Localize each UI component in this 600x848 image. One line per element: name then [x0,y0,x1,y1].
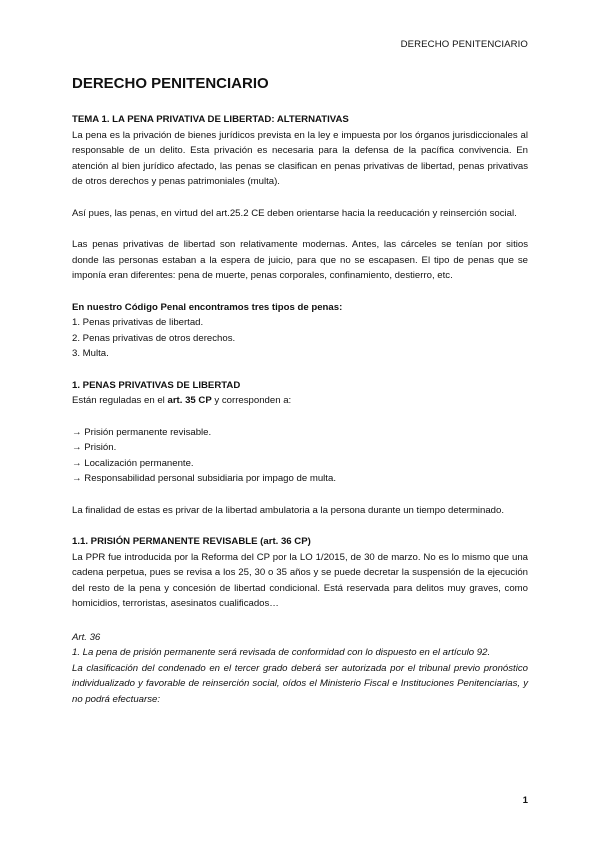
list-item: → Prisión. [72,442,117,453]
paragraph-history: Las penas privativas de libertad son relativamente modernas. Antes, las cárceles se tenían por sitios donde las personas estaban a la espera de juicio, para que no se escapasen. El tipo de penas que se imponía eran diferentes: pena de muerte, penas corporales, confinamiento, destierro, etc. [72,239,528,281]
section-1-intro [72,393,528,409]
list-item: → Prisión permanente revisable. [72,426,212,438]
running-header: DERECHO PENITENCIARIO [400,39,528,50]
section-1-heading: 1. PENAS PRIVATIVAS DE LIBERTAD [72,379,241,391]
article-label: Art. 36 [72,631,101,643]
list-item: 3. Multa. [72,348,109,359]
list-item: 2. Penas privativas de otros derechos. [72,332,236,344]
article-line: La clasificación del condenado en el tercer grado deberá ser autorizada por el tribunal previo pronóstico individualizado y favorable de reinserción social, oídos el Ministerio Fiscal e Instituciones Penitenciarias, y no podrá efectuarse: [72,662,528,705]
document-title: DERECHO PENITENCIARIO [72,75,269,92]
types-heading: En nuestro Código Penal encontramos tres tipos de penas: [72,301,343,313]
article-reference: art. 35 CP [167,395,212,406]
section-1-1-heading: 1.1. PRISIÓN PERMANENTE REVISABLE (art. 36 CP) [72,536,311,547]
intro-text: Están reguladas en el [72,395,168,406]
intro-text: y corresponden a: [211,395,292,406]
paragraph-finalidad: La finalidad de estas es privar de la libertad ambulatoria a la persona durante un tiempo determinado. [72,504,504,516]
paragraph-ppr: La PPR fue introducida por la Reforma del CP por la LO 1/2015, de 30 de marzo. No es lo mismo que una cadena perpetua, pues se revisa a los 25, 30 o 35 años y se puede decretar la suspensión de la ejecución del resto de la pena y concesión de libertad condicional. Está reservada para delitos muy graves, como homicidios, terroristas, asesinatos cualificados… [72,551,528,609]
paragraph-reeducacion: Así pues, las penas, en virtud del art.25.2 CE deben orientarse hacia la reeducación y reinserción social. [72,207,517,219]
article-line: 1. La pena de prisión permanente será revisada de conformidad con lo dispuesto en el artículo 92. [72,647,491,658]
tema-heading: TEMA 1. LA PENA PRIVATIVA DE LIBERTAD: ALTERNATIVAS [72,114,349,125]
document-body [72,112,528,707]
page-number: 1 [522,795,528,806]
list-item: → Localización permanente. [72,457,194,469]
list-item: → Responsabilidad personal subsidiaria por impago de multa. [72,473,336,484]
list-item: 1. Penas privativas de libertad. [72,317,204,328]
paragraph-pena-definition: La pena es la privación de bienes jurídicos prevista en la ley e impuesta por los órganos jurisdiccionales al responsable de un delito. Esta privación es necesaria para la defensa de la pacífica convivencia. En atención al bien jurídico afectado, las penas se clasifican en penas privativas de libertad, penas privativas de otros derechos y penas patrimoniales (multa). [72,129,528,187]
